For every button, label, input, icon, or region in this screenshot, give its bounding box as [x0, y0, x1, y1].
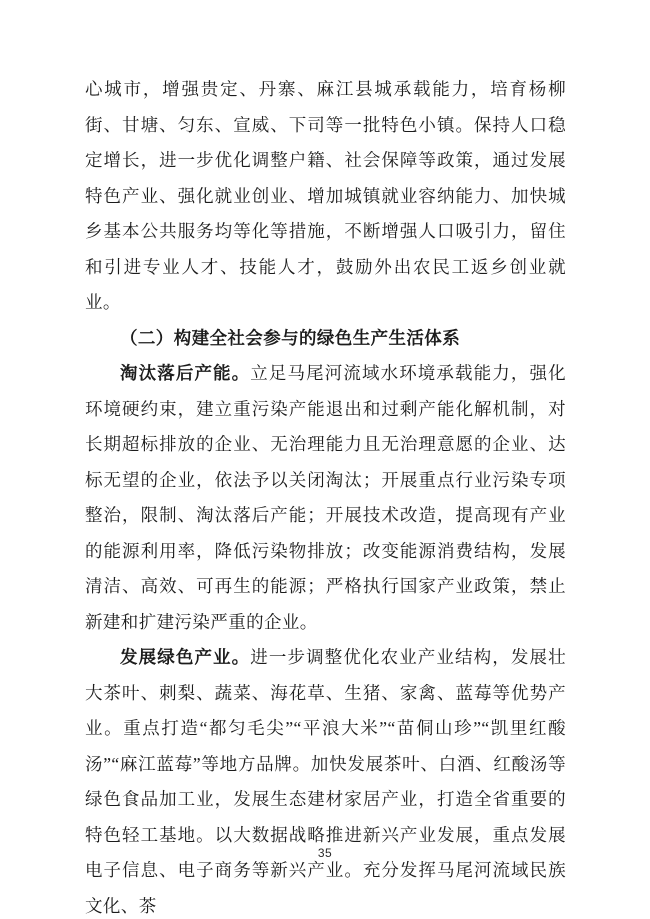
page-content	[85, 72, 566, 919]
paragraph-develop-green-industry	[85, 640, 566, 919]
paragraph-population-continuation	[85, 72, 566, 321]
page-number: 35	[317, 846, 333, 860]
section-heading-text: （二）构建全社会参与的绿色生产生活体系	[120, 327, 461, 348]
paragraph-text: 进一步调整优化农业产业结构，发展壮大茶叶、刺梨、蔬菜、海花草、生猪、家禽、蓝莓等优势产业。重点打造“都匀毛尖”“平浪大米”“苗侗山珍”“凯里红酸汤”“麻江蓝莓”等地方品牌。加快发展茶叶、白酒、红酸汤等绿色食品加工业，发展生态建材家居产业，打造全省重要的特色轻工基地。以大数据战略推进新兴产业发展，重点发展电子信息、电子商务等新兴产业。充分发挥马尾河流域民族文化、茶	[85, 647, 566, 916]
paragraph-eliminate-backward-capacity	[85, 356, 566, 640]
page-footer	[0, 846, 650, 860]
paragraph-text: 心城市，增强贵定、丹寨、麻江县城承载能力，培育杨柳街、甘塘、匀东、宣威、下司等一批特色小镇。保持人口稳定增长，进一步优化调整户籍、社会保障等政策，通过发展特色产业、强化就业创业、增加城镇就业容纳能力、加快城乡基本公共服务均等化等措施，不断增强人口吸引力，留住和引进专业人才、技能人才，鼓励外出农民工返乡创业就业。	[85, 79, 566, 312]
paragraph-text: 立足马尾河流域水环境承载能力，强化环境硬约束，建立重污染产能退出和过剩产能化解机制，对长期超标排放的企业、无治理能力且无治理意愿的企业、达标无望的企业，依法予以关闭淘汰；开展重点行业污染专项整治，限制、淘汰落后产能；开展技术改造，提高现有产业的能源利用率，降低污染物排放；改变能源消费结构，发展清洁、高效、可再生的能源；严格执行国家产业政策，禁止新建和扩建污染严重的企业。	[85, 363, 566, 632]
section-heading	[85, 321, 566, 357]
paragraph-lead: 发展绿色产业。	[120, 647, 251, 667]
paragraph-lead: 淘汰落后产能。	[120, 363, 251, 383]
